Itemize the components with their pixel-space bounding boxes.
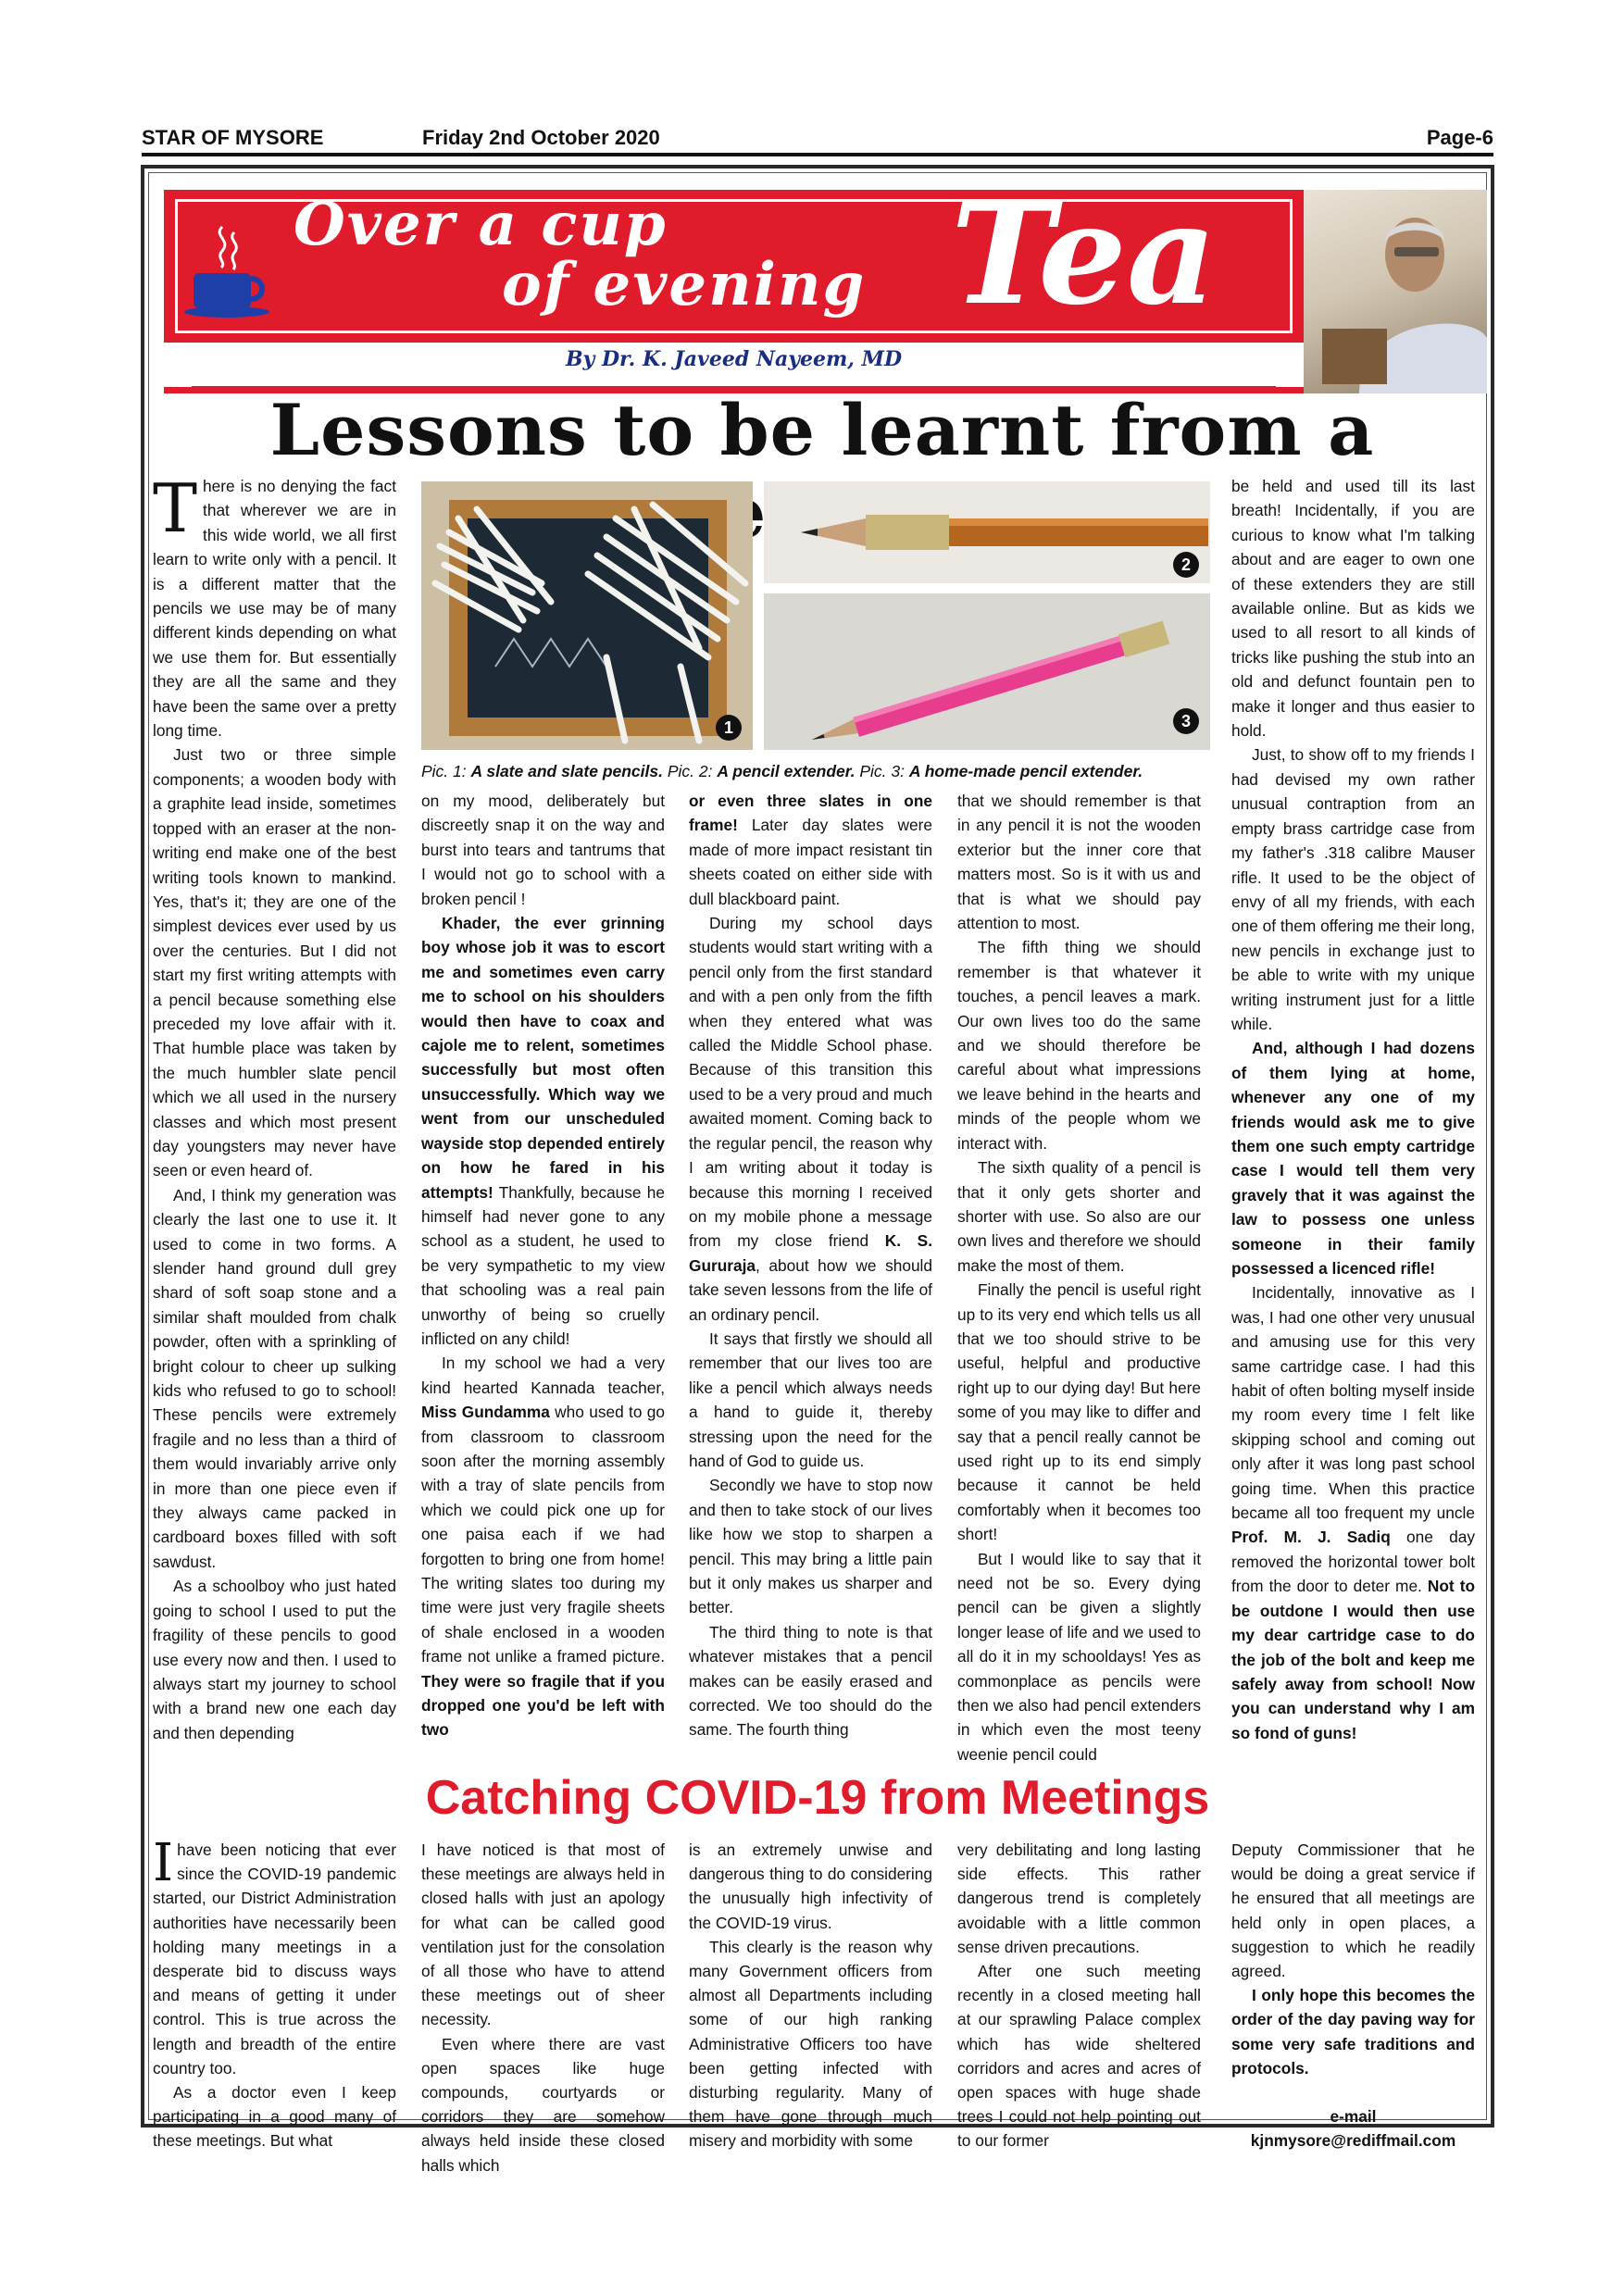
person-name: Prof. M. J. Sadiq (1231, 1528, 1391, 1547)
paragraph (153, 1833, 396, 2080)
article2-column-2 (421, 1838, 665, 2177)
paragraph: Secondly we have to stop now and then to take stock of our lives like how we stop to sharpen a pencil. This may bring a little pain but it only makes us sharper and better. (689, 1476, 932, 1617)
paragraph: Finally the pencil is useful right up to its very end which tells us all that we too should strive to be useful, helpful and productive right up to our dying day! But here some of you may like to differ and say that a pencil really cannot be used right up to its end simply because it cannot be held comfortably when it becomes too short! (957, 1280, 1201, 1544)
email-address[interactable]: kjnmysore@rediffmail.com (1250, 2131, 1456, 2151)
bold-text: I only hope this becomes the order of the day paving way for some very safe traditions and protocols. (1231, 1986, 1475, 2078)
paragraph (1231, 1280, 1475, 1745)
caption-label-1: Pic. 1: (421, 762, 471, 780)
bold-text: They were so fragile that if you dropped one you'd be left with two (421, 1671, 665, 1740)
paragraph: I have noticed is that most of these meetings are always held in closed halls with just an apology for what can be called good ventilation just for the consolation of all those who have to attend these meetings out of sheer necessity. (421, 1841, 665, 2029)
paragraph: The third thing to note is that whatever mistakes that a pencil makes can be easily erased and corrected. We too should do the same. The fourth thing (689, 1622, 932, 1740)
article1-column-5 (1231, 474, 1475, 1745)
issue-date: Friday 2nd October 2020 (422, 126, 660, 149)
tea-cup-icon (181, 219, 282, 321)
person-name: Miss Gundamma (421, 1403, 550, 1422)
paragraph-text: Later day slates were made of more impact resistant tin sheets coated on either side with dull blackboard paint. (689, 816, 932, 908)
paragraph (1231, 1983, 1475, 2080)
paragraph: Just two or three simple components; a wooden body with a graphite lead inside, sometimes topped with an eraser at the non-writing end make one of the best writing tools known to mankind. Yes, that's it; they are one of the simplest devices ever used by us over the centuries. But I did not start my first writing attempts with a pencil because something else preceded my love affair with it. That humble place was taken by the much humbler slate pencil which we all used in the nursery classes and which most present day youngsters may never have seen or even heard of. (153, 745, 396, 1180)
paragraph: be held and used till its last breath! Incidentally, if you are curious to know what I'm talking about and are eager to own one of these extenders they are still available online. But as kids we used to all resort to all kinds of tricks like pushing the stub into an old and defunct fountain pen to make it longer and thus easier to hold. (1231, 477, 1475, 741)
bold-text: or even three slates in one frame! (689, 792, 932, 835)
article1-column-3 (689, 789, 932, 1742)
paragraph: It says that firstly we should all remember that our lives too are like a pencil which always needs a hand to guide it, thereby stressing upon the need for the hand of God to guide us. (689, 1329, 932, 1470)
photo-caption (421, 761, 1208, 781)
article2-column-3 (689, 1838, 932, 2153)
paragraph: Even where there are vast open spaces like huge compounds, courtyards or corridors they are somehow always held inside these closed halls which (421, 2034, 665, 2175)
paragraph (689, 789, 932, 911)
caption-text-2: A pencil extender. (717, 762, 860, 780)
paragraph: But I would like to say that it need not be so. Every dying pencil can be given a slightly longer lease of life and we used to all do it in my schooldays! Yes as commonplace as pencils were then we also had pencil extenders in which even the most teeny weenie pencil could (957, 1549, 1201, 1764)
article1-column-1 (153, 469, 396, 1745)
paragraph (421, 911, 665, 1351)
photo-slate-pencils (421, 481, 753, 750)
photo-number-2: 2 (1173, 552, 1199, 578)
paragraph-text: Incidentally, innovative as I was, I had one other very unusual and amusing use for this very same cartridge case. I had this habit of often bolting myself inside my room every time I felt like skipping school and coming out only after it was long past school going time. When this practice became all too frequent my uncle (1231, 1283, 1475, 1523)
article1-column-2 (421, 789, 665, 1742)
article-headline: Lessons to be learnt from a (269, 389, 1375, 471)
banner-title-tea: Tea (951, 173, 1218, 336)
article2-column-4 (957, 1838, 1201, 2153)
paragraph: As a schoolboy who just hated going to school I used to put the fragility of these pencils to good use every now and then. I used to always start my journey to school with a brand new one each day and then depending (153, 1577, 396, 1742)
page-header (142, 126, 1493, 154)
banner-title-line2: of evening (502, 250, 867, 319)
paragraph-text: who used to go from classroom to classroom soon after the morning assembly with a tray of slate pencils from which we could pick one up for one paisa each if we had forgotten to bring one from home! The writing slates too during my time were just very fragile sheets of shale enclosed in a wooden frame not unlike a framed picture. (421, 1403, 665, 1666)
paragraph: The sixth quality of a pencil is that it only gets shorter and shorter with use. So also are our own lives and therefore we should make the most of them. (957, 1158, 1201, 1275)
photo-number-3: 3 (1173, 708, 1199, 734)
paragraph-text: During my school days students would start writing with a pencil only from the first standard and with a pen only from the fifth when they entered what was called the Middle School phase. Because of this transition this used to be a very proud and much awaited moment. Coming back to the regular pencil, the reason why I am writing about it today is because this morning I received on my mobile phone a message from my close friend (689, 914, 932, 1251)
paragraph: very debilitating and long lasting side effects. This rather dangerous trend is completely avoidable with a little common sense driven precautions. (957, 1841, 1201, 1956)
paragraph: that we should remember is that in any pencil it is not the wooden exterior but the inner core that matters most. So is it with us and that is what we should pay attention to most. (957, 792, 1201, 933)
paragraph (689, 911, 932, 1327)
paragraph: Just, to show off to my friends I had devised my own rather unusual contraption from an empty brass cartridge case from my father's .318 calibre Mauser rifle. It used to be the object of envy of all my friends, with each one of them offering me their long, new pencils in exchange just to be able to write with my unique writing instrument just for a little while. (1231, 745, 1475, 1033)
photo-number-1: 1 (716, 715, 742, 741)
paragraph (421, 1351, 665, 1742)
drop-cap: T (153, 469, 198, 547)
caption-label-3: Pic. 3: (859, 762, 909, 780)
photo-homemade-extender (764, 593, 1210, 750)
bold-text: Not to be outdone I would then use my dear cartridge case to do the job of the bolt and keep me safely away from school! Now you can understand why I am so fond of guns! (1231, 1577, 1476, 1742)
paragraph-text: Thankfully, because he himself had never gone to any school as a student, he used to be very sympathetic to my view that schooling was a real pain unworthy of being so cruelly inflicted on any child! (421, 1182, 665, 1348)
paragraph: And, I think my generation was clearly the last one to use it. It used to come in two forms. A slender hand ground dull grey shard of soft soap stone and a similar shaft moulded from chalk powder, often with a sprinkling of bright colour to cheer up sulking kids who refused to go to school! These pencils were extremely fragile and no less than a third of them would invariably arrive only in more than one piece even if they always came packed in cardboard boxes filled with soft sawdust. (153, 1185, 396, 1571)
article1-column-4 (957, 789, 1201, 1766)
caption-label-2: Pic. 2: (667, 762, 718, 780)
paragraph (153, 469, 396, 742)
author-silhouette (1304, 190, 1487, 393)
newspaper-name: STAR OF MYSORE (142, 126, 324, 149)
header-rule (142, 153, 1493, 156)
column-banner (164, 173, 1304, 393)
byline: By Dr. K. Javeed Nayeem, MD (565, 347, 903, 371)
paragraph-text: have been noticing that ever since the COVID-19 pandemic started, our District Administration authorities have necessarily been holding many meetings in a desperate bid to discuss ways and means of getting it under control. This is true across the length and breadth of the entire country too. (153, 1841, 396, 2078)
paragraph: The fifth thing we should remember is that whatever it touches, a pencil leaves a mark. Our own lives too do the same and we should therefore be careful about what impressions we leave behind in the hearts and minds of the people whom we interact with. (957, 938, 1201, 1153)
paragraph: Deputy Commissioner that he would be doing a great service if he ensured that all meetings are held only in open places, a suggestion to which he readily agreed. (1231, 1841, 1475, 1981)
caption-text-1: A slate and slate pencils. (470, 762, 668, 780)
bold-text: Khader, the ever grinning boy whose job it was to escort me and sometimes even carry me to school on his shoulders would then have to coax and cajole me to relent, sometimes successfully but most often unsuccessfully. Which way we went from our unscheduled wayside stop depended entirely on how he fared in his attempts! (421, 914, 665, 1202)
article2-column-5 (1231, 1838, 1475, 2152)
person-name: K. S. Gururaja (689, 1231, 933, 1275)
banner-title-line1: Over a cup (294, 190, 668, 259)
caption-text-3: A home-made pencil extender. (908, 762, 1143, 780)
paragraph: After one such meeting recently in a closed meeting hall at our sprawling Palace complex which has wide sheltered corridors and acres and acres of open spaces with huge shade trees I could not help pointing out to our former (957, 1962, 1201, 2151)
paragraph: is an extremely unwise and dangerous thing to do considering the unusually high infectivity of the COVID-19 virus. (689, 1841, 932, 1932)
paragraph-text: one day removed the horizontal tower bolt from the door to deter me. (1231, 1528, 1475, 1596)
page-number: Page-6 (1426, 126, 1493, 149)
paragraph: As a doctor even I keep participating in a good many of these meetings. But what (153, 2083, 396, 2151)
paragraph: on my mood, deliberately but discreetly snap it on the way and burst into tears and tantrums that I would not go to school with a broken pencil ! (421, 792, 665, 908)
photo-pencil-extender (764, 481, 1210, 583)
article2-headline: Catching COVID-19 from Meetings (425, 1771, 1210, 1825)
bold-text: And, although I had dozens of them lying at home, whenever any one of my friends would ask me to give them one such empty cartridge case I would tell them very gravely that it was against the law to possess one unless someone in their family possessed a licenced rifle! (1231, 1039, 1475, 1278)
paragraph-text: In my school we had a very kind hearted Kannada teacher, (421, 1354, 665, 1397)
paragraph-text: here is no denying the fact that wherever we are in this wide world, we all first learn to write only with a pencil. It is a different matter that the pencils we use may be of many different kinds depending on what we use them for. But essentially they are all the same and they have been the same over a pretty long time. (153, 477, 396, 741)
email-label: e-mail (1330, 2107, 1377, 2127)
author-photo (1304, 190, 1487, 393)
drop-cap: I (153, 1833, 174, 1893)
article2-column-1 (153, 1833, 396, 2153)
paragraph-text: , about how we should take seven lessons from the life of an ordinary pencil. (689, 1255, 932, 1324)
paragraph: This clearly is the reason why many Government officers from almost all Departments including some of our high ranking Administrative Officers too have been getting infected with disturbing regularity. Many of them have gone through much misery and morbidity with some (689, 1937, 932, 2151)
paragraph (1231, 1036, 1475, 1280)
